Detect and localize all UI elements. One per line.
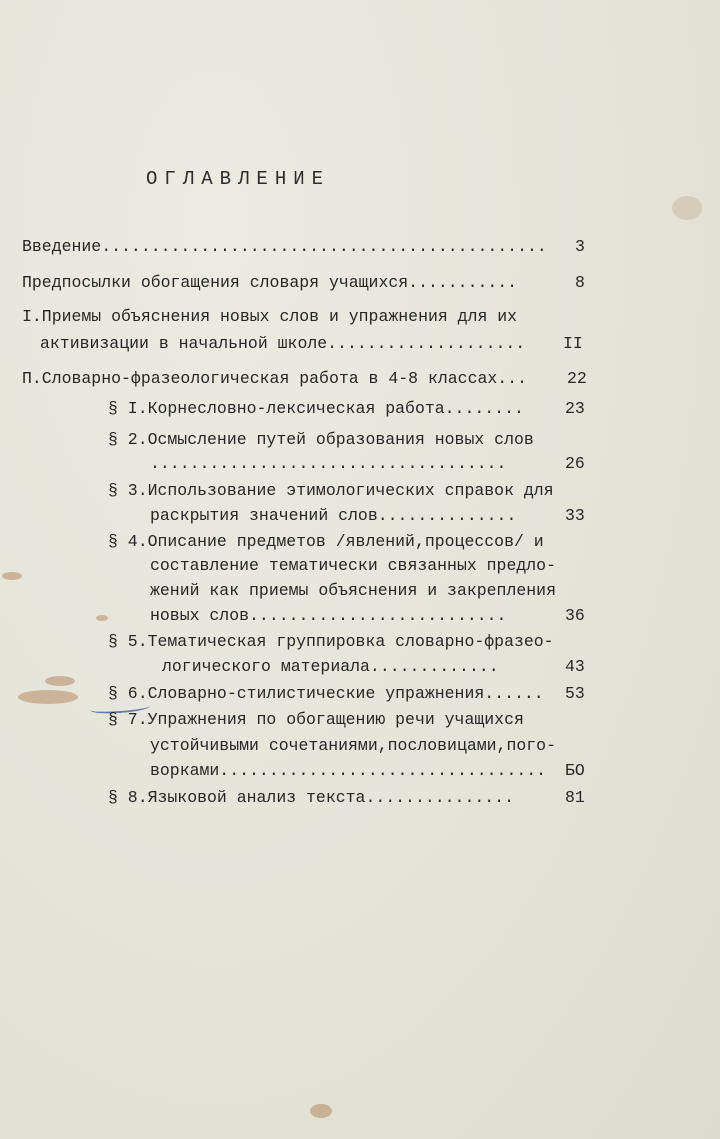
toc-entry-text: § 2.Осмысление путей образования новых слов: [108, 430, 534, 449]
toc-entry: [108, 396, 585, 422]
toc-entry-text: ....................................: [150, 454, 507, 473]
toc-entry: [108, 427, 534, 453]
toc-entry: [22, 234, 585, 260]
toc-entry: [150, 451, 585, 477]
toc-entry-text: § 4.Описание предметов /явлений,процессов/ и: [108, 532, 544, 551]
toc-entry-text: раскрытия значений слов..............: [150, 506, 517, 525]
toc-entry-text: П.Словарно-фразеологическая работа в 4-8 классах...: [22, 369, 527, 388]
toc-entry-text: § 5.Тематическая группировка словарно-фразео-: [108, 632, 554, 651]
toc-entry: [22, 304, 517, 330]
toc-entry: [40, 331, 583, 357]
toc-entry-text: составление тематически связанных предло-: [150, 556, 556, 575]
toc-entry-text: § 3.Использование этимологических справок для: [108, 481, 554, 500]
toc-page-number: 8: [575, 273, 585, 292]
toc-entry: [150, 578, 556, 604]
toc-page-number: 43: [565, 657, 585, 676]
toc-entry: [108, 785, 585, 811]
toc-page-number: 23: [565, 399, 585, 418]
toc-entry: [150, 733, 556, 759]
toc-page-number: 26: [565, 454, 585, 473]
toc-entry-text: § 7.Упражнения по обогащению речи учащихся: [108, 710, 524, 729]
stain: [45, 676, 75, 686]
toc-entry-text: устойчивыми сочетаниями,пословицами,пого-: [150, 736, 556, 755]
stain: [96, 615, 108, 621]
stain: [2, 572, 22, 580]
toc-entry-text: новых слов..........................: [150, 606, 507, 625]
toc-entry-text: § I.Корнесловно-лексическая работа........: [108, 399, 524, 418]
toc-page-number: 53: [565, 684, 585, 703]
toc-entry: [108, 707, 524, 733]
stain: [672, 196, 702, 220]
toc-entry: [162, 654, 585, 680]
toc-entry-text: I.Приемы объяснения новых слов и упражнения для их: [22, 307, 518, 326]
toc-entry: [150, 603, 585, 629]
toc-page-number: 22: [567, 369, 587, 388]
toc-entry-text: ворками.................................: [150, 761, 547, 780]
toc-entry: [22, 366, 587, 392]
stain: [18, 690, 78, 704]
toc-entry: [150, 503, 585, 529]
toc-entry: [150, 553, 556, 579]
toc-entry: [108, 529, 544, 555]
page-title: ОГЛАВЛЕНИЕ: [146, 168, 331, 190]
toc-page-number: 33: [565, 506, 585, 525]
stain: [310, 1104, 332, 1118]
toc-entry: [108, 629, 554, 655]
toc-entry: [108, 681, 585, 707]
toc-page-number: 3: [575, 237, 585, 256]
toc-page-number: 81: [565, 788, 585, 807]
toc-entry-text: жений как приемы объяснения и закрепления: [150, 581, 556, 600]
toc-entry-text: Предпосылки обогащения словаря учащихся...........: [22, 273, 518, 292]
toc-entry-text: § 8.Языковой анализ текста...............: [108, 788, 514, 807]
toc-entry: [108, 478, 554, 504]
toc-entry: [150, 758, 585, 784]
toc-page-number: 36: [565, 606, 585, 625]
toc-entry-text: Введение.............................................: [22, 237, 547, 256]
toc-page-number: БО: [565, 761, 585, 780]
toc-entry-text: § 6.Словарно-стилистические упражнения......: [108, 684, 544, 703]
toc-entry-text: активизации в начальной школе....................: [40, 334, 526, 353]
toc-entry: [22, 270, 585, 296]
toc-entry-text: логического материала.............: [162, 657, 499, 676]
toc-page-number: II: [563, 334, 583, 353]
